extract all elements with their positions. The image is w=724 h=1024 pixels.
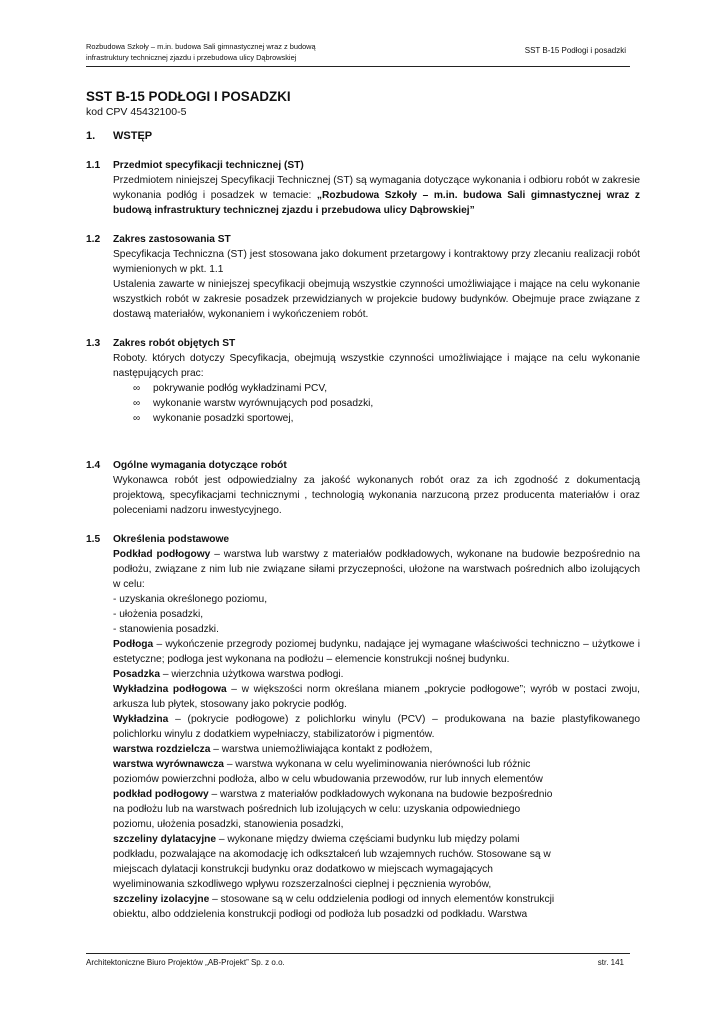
subsection-number: 1.5 [86,534,101,545]
header-spec-name: SST B-15 Podłogi i posadzki [524,46,626,55]
definition-line: poziomu, ułożenia posadzki, stanowienia posadzki, [113,819,344,830]
subsection-body [113,473,640,518]
definition-warstwa-rozdzielcza [113,742,640,757]
list-item [133,381,640,396]
page-header [86,42,630,64]
term: Wykładzina [113,714,169,725]
header-line-2: infrastruktury technicznej zjazdu i przebudowa ulicy Dąbrowskiej [86,52,297,62]
subsection-1-2 [86,232,640,322]
term: warstwa rozdzielcza [113,744,211,755]
paragraph: Specyfikacja Techniczna (ST) jest stosowana jako dokument przetargowy i kontraktowy przy zlecaniu realizacji robót wymienionych w pkt. 1.1 [113,249,640,275]
definition-item: - ułożenia posadzki, [113,609,204,620]
definition-line: poziomów powierzchni podłoża, albo w celu wbudowania przewodów, rur lub innych elementów [113,774,543,785]
definition-text: – wykonane między dwiema częściami budynku lub między polami [216,834,520,845]
project-name: „Rozbudowa Szkoły – m.in. budowa Sali gimnastycznej wraz z budową infrastruktury technicznej zjazdu i przebudowa ulicy Dąbrowskiej” [113,190,640,216]
list-item-text: wykonanie warstw wyrównujących pod posadzki, [153,398,374,409]
section-label: WSTĘP [113,130,153,142]
definition-text: – warstwa uniemożliwiająca kontakt z podłożem, [210,744,433,755]
subsection-label: Określenia podstawowe [113,534,230,545]
cpv-code: kod CPV 45432100-5 [86,106,187,118]
definition-item: - uzyskania określonego poziomu, [113,594,268,605]
definition-line: obiektu, albo oddzielenia konstrukcji podłogi od podłoża lub posadzki od podkładu. Warstwa [113,909,528,920]
list-item [133,396,640,411]
subsection-1-1 [86,158,640,218]
definition-text: – w większości norm określana mianem „pokrycie podłogowe”; wyrób w postaci zwoju, arkusza lub płytek, stosowany jako pokrycie podłóg. [113,684,640,710]
footer-divider [86,953,630,954]
subsection-number: 1.2 [86,234,101,245]
section-heading-1 [86,129,640,144]
header-divider [86,66,630,67]
subsection-body [113,351,640,426]
subsection-body [113,547,640,922]
section-number: 1. [86,130,96,142]
works-list [133,381,640,426]
document-title: SST B-15 PODŁOGI I POSADZKI [86,89,291,104]
page-content [86,88,640,936]
term: Wykładzina podłogowa [113,684,227,695]
definition-line: podkładu, pozwalające na akomodację ich odkształceń lub wzajemnych ruchów. Stosowane są w [113,849,551,860]
term: podkład podłogowy [113,789,209,800]
definition-line: miejscach dylatacji konstrukcji budynku oraz dodatkowo w miejscach wymagających [113,864,493,875]
paragraph: Wykonawca robót jest odpowiedzialny za jakość wykonanych robót oraz za ich zgodność z dokumentacją projektową, specyfikacjami technicznymi , technologią wykonania narzuconą przez producenta materiałów i oraz poleceniami nadzoru inwestycyjnego. [113,475,640,516]
definition-szczeliny-dylatacyjne [113,832,640,847]
paragraph [113,173,640,218]
definition-text: – warstwa lub warstwy z materiałów podkładowych, wykonane na budowie bezpośrednio na podłożu, związane z nim lub nie związane siłami przyczepności, ułożone na warstwach pośrednich albo izolujących w celu: [113,549,640,590]
subsection-1-4 [86,458,640,518]
subsection-label: Zakres robót objętych ST [113,338,236,349]
term: Posadzka [113,669,160,680]
paragraph-text: Przedmiotem niniejszej Specyfikacji Technicznej (ST) są wymagania dotyczące wykonania i odbioru robót w zakresie wykonania podłóg i posadzek w temacie: [113,175,640,201]
definition-text: – warstwa z materiałów podkładowych wykonana na budowie bezpośrednio [208,789,553,800]
list-item [133,411,640,426]
definition-wykladzina [113,712,640,742]
subsection-number: 1.4 [86,460,101,471]
definition-szczeliny-izolacyjne [113,892,640,907]
definition-text: – warstwa wykonana w celu wyeliminowania nierówności lub różnic [223,759,531,770]
page-number: str. 141 [597,958,624,967]
spacer [86,440,640,458]
infinity-bullet-icon: ∞ [133,413,141,424]
subsection-heading [86,532,640,547]
paragraph: Ustalenia zawarte w niniejszej specyfikacji obejmują wszystkie czynności umożliwiające i mające na celu wykonanie wszystkich robót w zakresie posadzek przewidzianych w projekcie budowy budynków. Obejmuje prace związane z dostawą materiałów, wykonaniem i wykończeniem robót. [113,279,640,320]
list-item-text: wykonanie posadzki sportowej, [153,413,294,424]
definition-wykladzina-podlogowa [113,682,640,712]
definition-podklad [113,547,640,592]
subsection-label: Ogólne wymagania dotyczące robót [113,460,287,471]
paragraph: Roboty. których dotyczy Specyfikacja, obejmują wszystkie czynności umożliwiające i mające na celu wykonanie następujących prac: [113,353,640,379]
list-item-text: pokrywanie podłóg wykładzinami PCV, [153,383,328,394]
term: Podkład podłogowy [113,549,211,560]
definition-posadzka [113,667,640,682]
definition-text: – stosowane są w celu oddzielenia podłogi od innych elementów konstrukcji [209,894,555,905]
subsection-number: 1.1 [86,160,101,171]
subsection-number: 1.3 [86,338,101,349]
definition-line: wyeliminowania szkodliwego wpływu rozszerzalności cieplnej i pęcznienia wyrobów, [113,879,492,890]
page-footer [86,958,624,968]
infinity-bullet-icon: ∞ [133,383,141,394]
term: Podłoga [113,639,154,650]
definition-line: na podłożu lub na warstwach pośrednich lub izolujących w celu: uzyskania odpowiedniego [113,804,521,815]
definition-text: – (pokrycie podłogowe) z polichlorku winylu (PCV) – produkowana na bazie plastyfikowanego polichlorku winylu z dodatkiem wypełniaczy, stabilizatorów i pigmentów. [113,714,640,740]
header-line-1: Rozbudowa Szkoły – m.in. budowa Sali gimnastycznej wraz z budową [86,42,316,51]
definition-text: – wykończenie przegrody poziomej budynku, nadające jej wymagane właściwości techniczno – użytkowe i estetyczne; podłoga jest wykonana na podłożu – elemencie konstrukcji nośnej budynku. [113,639,640,665]
subsection-heading [86,158,640,173]
infinity-bullet-icon: ∞ [133,398,141,409]
definition-item: - stanowienia posadzki. [113,624,219,635]
subsection-body [113,247,640,322]
header-project-title [86,42,386,63]
subsection-label: Przedmiot specyfikacji technicznej (ST) [113,160,304,171]
footer-company: Architektoniczne Biuro Projektów „AB-Projekt” Sp. z o.o. [86,958,285,967]
definition-warstwa-wyrownawcza [113,757,640,772]
definition-podloga [113,637,640,667]
subsection-1-5 [86,532,640,922]
subsection-heading [86,336,640,351]
term: szczeliny dylatacyjne [113,834,217,845]
definition-podklad-podlogowy [113,787,640,802]
subsection-heading [86,232,640,247]
definition-text: – wierzchnia użytkowa warstwa podłogi. [160,669,344,680]
subsection-heading [86,458,640,473]
subsection-body [113,173,640,218]
subsection-1-3 [86,336,640,426]
subsection-label: Zakres zastosowania ST [113,234,231,245]
term: szczeliny izolacyjne [113,894,210,905]
term: warstwa wyrównawcza [113,759,224,770]
